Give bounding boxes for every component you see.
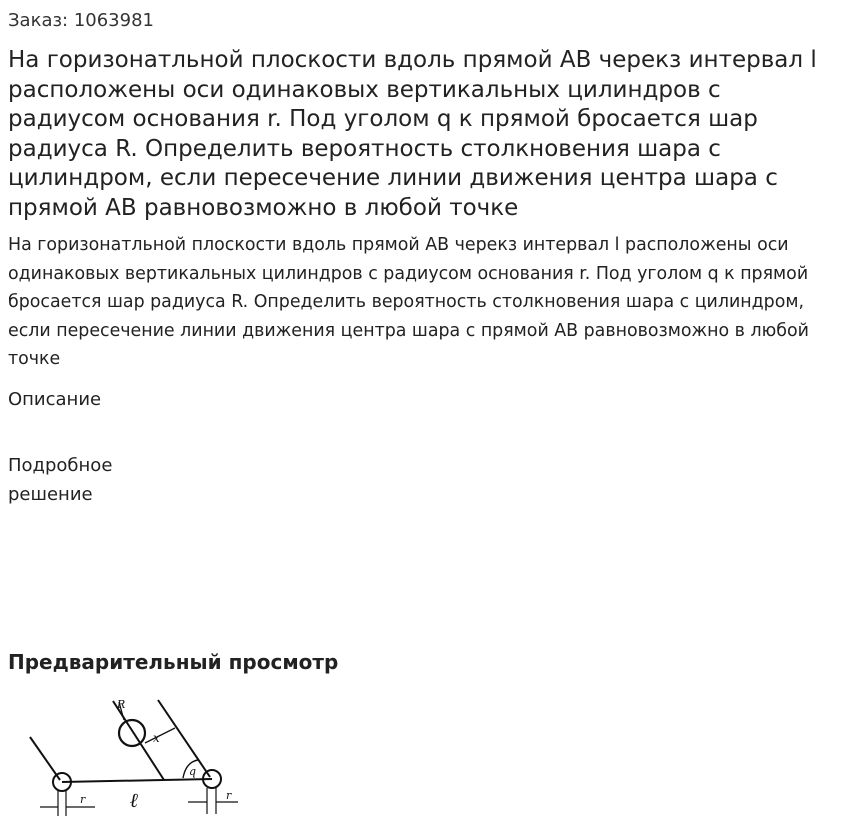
label-l: ℓ [130, 788, 139, 812]
label-r-left: r [80, 793, 86, 806]
order-number: Заказ: 1063981 [8, 10, 154, 31]
label-R: R [117, 698, 126, 711]
task-title: На горизонатльной плоскости вдоль прямой АВ черекз интервал l расположены оси одинаковых вертикальных цилиндров с радиусом основания r. Под уголом q к прямой бросается шар радиуса R. Определить вероятность столкновения шара с цилиндром, если пересечение линии движения центра шара с прямой АВ равновозможно в любой точке [8, 47, 817, 221]
label-q: q [189, 765, 197, 778]
right-trajectory-line [158, 700, 210, 777]
label-r-right: r [226, 789, 232, 802]
detailed-solution-label: Подробное решение [8, 455, 113, 505]
description-label: Описание [8, 389, 102, 410]
task-body-text: На горизонатльной плоскости вдоль прямой АВ черекз интервал l расположены оси одинаковых вертикальных цилиндров с радиусом основания r. Под уголом q к прямой бросается шар радиуса R. Определить вероятность столкновения шара с цилиндром, если пересечение линии движения центра шара с прямой АВ равновозможно в любой точке [8, 235, 809, 369]
preview-heading: Предварительный просмотр [8, 650, 339, 674]
x-dimension [145, 728, 175, 743]
preview-figure [0, 690, 260, 828]
line-ab [62, 779, 212, 782]
label-x: x [153, 731, 160, 745]
cylinders-diagram [0, 690, 260, 828]
left-trajectory-line [30, 737, 60, 780]
ball [119, 720, 145, 746]
